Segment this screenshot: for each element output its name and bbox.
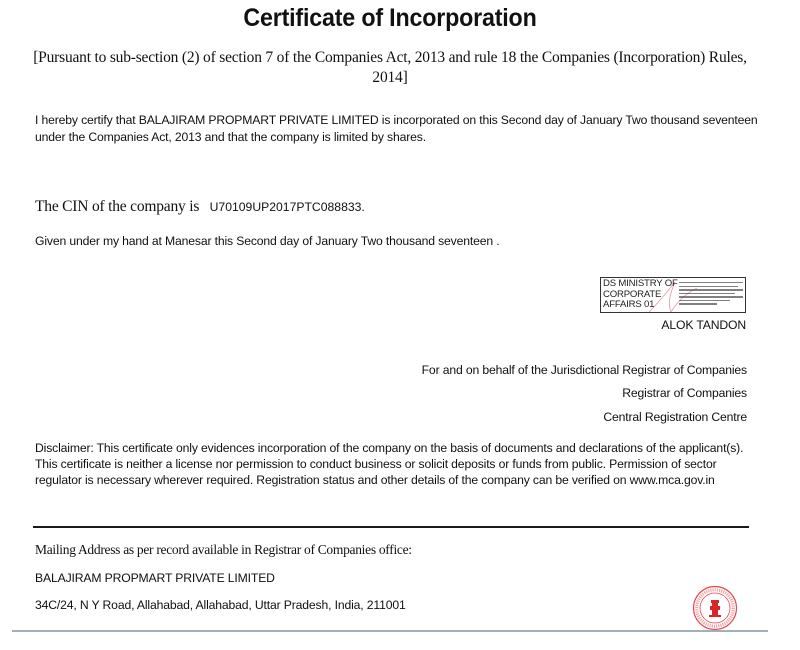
- page-title: Certificate of Incorporation: [243, 4, 537, 32]
- certification-statement: I hereby certify that BALAJIRAM PROPMART PRIVATE LIMITED is incorporated on this Second day of January Two thousand seventeen under the Companies Act, 2013 and that the company is limited by shares.: [35, 113, 758, 144]
- cin-value: U70109UP2017PTC088833.: [209, 200, 365, 214]
- signature-label-line: CORPORATE: [603, 288, 662, 300]
- signature-label: [603, 279, 678, 311]
- mailing-address-label: Mailing Address as per record available in Registrar of Companies office:: [35, 542, 412, 557]
- section-divider: [33, 526, 749, 528]
- registrar-line-3: Central Registration Centre: [603, 410, 747, 424]
- legal-reference: [Pursuant to sub-section (2) of section 7 of the Companies Act, 2013 and rule 18 the Companies (Incorporation) Rules, 2014]: [33, 49, 747, 86]
- signature-label-line: AFFAIRS 01: [603, 299, 655, 310]
- given-statement: Given under my hand at Manesar this Second day of January Two thousand seventeen .: [35, 234, 500, 248]
- registrar-line-1: For and on behalf of the Jurisdictional Registrar of Companies: [421, 363, 747, 377]
- cin-line: [35, 198, 365, 216]
- registrar-line-2: Registrar of Companies: [622, 386, 747, 400]
- disclaimer: Disclaimer: This certificate only evidences incorporation of the company on the basis of documents and declarations of the applicant(s). This certificate is neither a license nor permission to conduct business or solicit deposits or funds from public. Permission of sector regulator is necessary wherever required. Registration status and other details of the company can be verified on www.mca.gov.in: [35, 441, 744, 487]
- signature-fine-print: [679, 282, 743, 307]
- signer-name: ALOK TANDON: [661, 318, 746, 332]
- signature-label-line: DS MINISTRY OF: [603, 278, 678, 289]
- ministry-seal-icon: [692, 585, 738, 631]
- cin-label: The CIN of the company is: [35, 198, 200, 215]
- mailing-address: 34C/24, N Y Road, Allahabad, Allahabad, Uttar Pradesh, India, 211001: [35, 598, 406, 612]
- mailing-company-name: BALAJIRAM PROPMART PRIVATE LIMITED: [35, 571, 275, 585]
- digital-signature-box: [600, 277, 746, 313]
- footer-divider: [12, 630, 768, 632]
